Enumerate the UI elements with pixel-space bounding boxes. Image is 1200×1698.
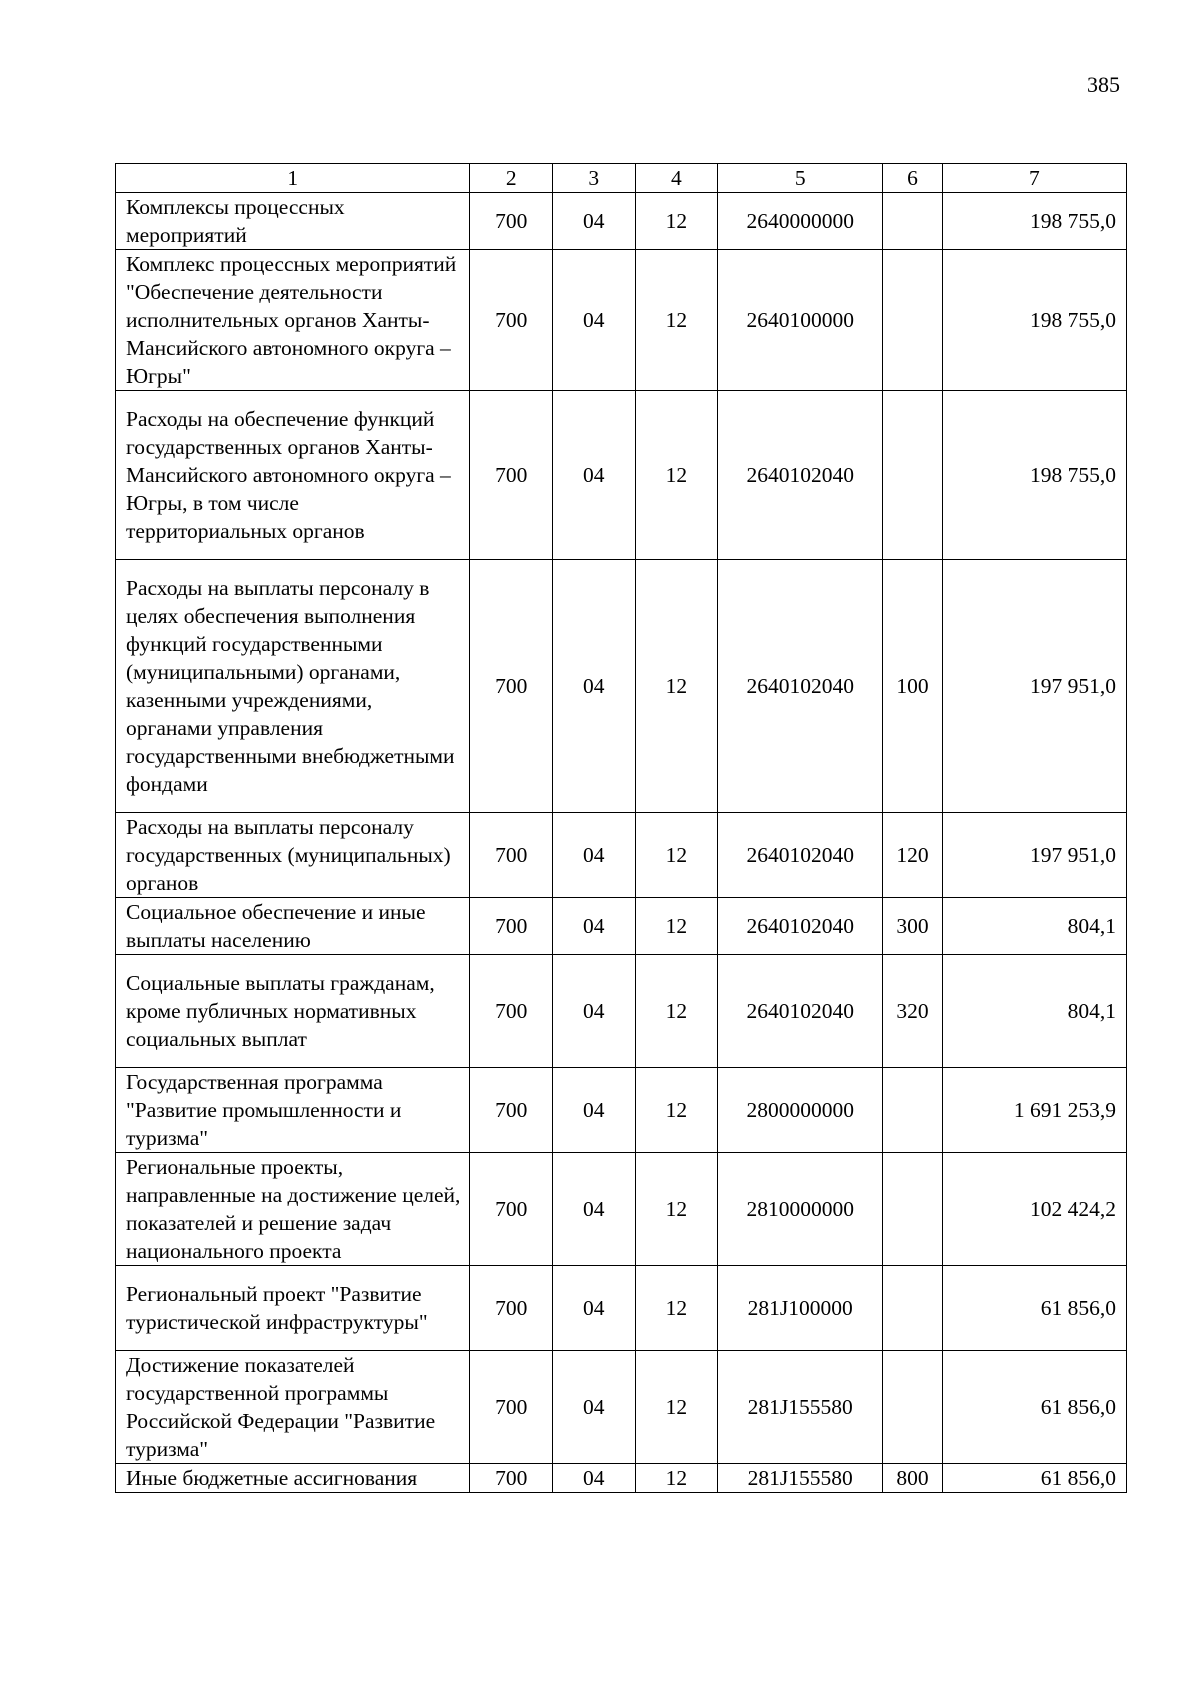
col5-cell: 2640102040 bbox=[718, 813, 883, 898]
col4-cell: 12 bbox=[635, 1068, 718, 1153]
header-row bbox=[116, 164, 1127, 193]
table-row bbox=[116, 193, 1127, 250]
table-row bbox=[116, 898, 1127, 955]
col2-cell: 700 bbox=[470, 1351, 553, 1464]
col3-cell: 04 bbox=[553, 1464, 636, 1493]
amount-cell: 198 755,0 bbox=[942, 193, 1126, 250]
row-name-cell: Комплекс процессных мероприятий "Обеспечение деятельности исполнительных органов Ханты-Мансийского автономного округа – Югры" bbox=[116, 250, 470, 391]
row-name-cell: Расходы на обеспечение функций государственных органов Ханты-Мансийского автономного округа – Югры, в том числе территориальных органов bbox=[116, 391, 470, 560]
table-row bbox=[116, 1266, 1127, 1351]
amount-cell: 197 951,0 bbox=[942, 560, 1126, 813]
table-row bbox=[116, 813, 1127, 898]
header-cell: 4 bbox=[635, 164, 718, 193]
row-name-cell: Расходы на выплаты персоналу государственных (муниципальных) органов bbox=[116, 813, 470, 898]
col4-cell: 12 bbox=[635, 1266, 718, 1351]
amount-cell: 61 856,0 bbox=[942, 1464, 1126, 1493]
row-name-cell: Государственная программа "Развитие промышленности и туризма" bbox=[116, 1068, 470, 1153]
col5-cell: 2640102040 bbox=[718, 391, 883, 560]
row-name-cell: Региональный проект "Развитие туристической инфраструктуры" bbox=[116, 1266, 470, 1351]
table-row bbox=[116, 391, 1127, 560]
col5-cell: 2640102040 bbox=[718, 955, 883, 1068]
col6-cell: 320 bbox=[883, 955, 942, 1068]
amount-cell: 198 755,0 bbox=[942, 391, 1126, 560]
col6-cell: 800 bbox=[883, 1464, 942, 1493]
header-cell: 5 bbox=[718, 164, 883, 193]
col2-cell: 700 bbox=[470, 1153, 553, 1266]
col6-cell bbox=[883, 1153, 942, 1266]
header-cell: 7 bbox=[942, 164, 1126, 193]
amount-cell: 804,1 bbox=[942, 955, 1126, 1068]
col3-cell: 04 bbox=[553, 391, 636, 560]
amount-cell: 198 755,0 bbox=[942, 250, 1126, 391]
col2-cell: 700 bbox=[470, 560, 553, 813]
col6-cell bbox=[883, 250, 942, 391]
col5-cell: 281J155580 bbox=[718, 1351, 883, 1464]
col6-cell bbox=[883, 1068, 942, 1153]
col5-cell: 281J155580 bbox=[718, 1464, 883, 1493]
col3-cell: 04 bbox=[553, 560, 636, 813]
col3-cell: 04 bbox=[553, 813, 636, 898]
col4-cell: 12 bbox=[635, 1153, 718, 1266]
col4-cell: 12 bbox=[635, 250, 718, 391]
amount-cell: 804,1 bbox=[942, 898, 1126, 955]
col5-cell: 2640000000 bbox=[718, 193, 883, 250]
amount-cell: 197 951,0 bbox=[942, 813, 1126, 898]
col4-cell: 12 bbox=[635, 1351, 718, 1464]
row-name-cell: Комплексы процессных мероприятий bbox=[116, 193, 470, 250]
table-row bbox=[116, 1153, 1127, 1266]
header-cell: 1 bbox=[116, 164, 470, 193]
col2-cell: 700 bbox=[470, 813, 553, 898]
col4-cell: 12 bbox=[635, 898, 718, 955]
col4-cell: 12 bbox=[635, 1464, 718, 1493]
amount-cell: 102 424,2 bbox=[942, 1153, 1126, 1266]
col4-cell: 12 bbox=[635, 560, 718, 813]
header-cell: 6 bbox=[883, 164, 942, 193]
row-name-cell: Региональные проекты, направленные на достижение целей, показателей и решение задач национального проекта bbox=[116, 1153, 470, 1266]
col2-cell: 700 bbox=[470, 898, 553, 955]
col3-cell: 04 bbox=[553, 1068, 636, 1153]
col3-cell: 04 bbox=[553, 250, 636, 391]
col3-cell: 04 bbox=[553, 1351, 636, 1464]
col2-cell: 700 bbox=[470, 1266, 553, 1351]
col4-cell: 12 bbox=[635, 813, 718, 898]
table-row bbox=[116, 955, 1127, 1068]
table-row bbox=[116, 1351, 1127, 1464]
page-number: 385 bbox=[1087, 72, 1120, 97]
col5-cell: 2800000000 bbox=[718, 1068, 883, 1153]
table-row bbox=[116, 1068, 1127, 1153]
amount-cell: 1 691 253,9 bbox=[942, 1068, 1126, 1153]
col5-cell: 2810000000 bbox=[718, 1153, 883, 1266]
col6-cell bbox=[883, 1266, 942, 1351]
header-cell: 2 bbox=[470, 164, 553, 193]
col6-cell: 300 bbox=[883, 898, 942, 955]
col6-cell: 120 bbox=[883, 813, 942, 898]
col3-cell: 04 bbox=[553, 955, 636, 1068]
col3-cell: 04 bbox=[553, 898, 636, 955]
amount-cell: 61 856,0 bbox=[942, 1351, 1126, 1464]
budget-table bbox=[115, 163, 1127, 1493]
row-name-cell: Социальное обеспечение и иные выплаты населению bbox=[116, 898, 470, 955]
row-name-cell: Социальные выплаты гражданам, кроме публичных нормативных социальных выплат bbox=[116, 955, 470, 1068]
header-cell: 3 bbox=[553, 164, 636, 193]
table-row bbox=[116, 560, 1127, 813]
col3-cell: 04 bbox=[553, 1153, 636, 1266]
row-name-cell: Расходы на выплаты персоналу в целях обеспечения выполнения функций государственными (муниципальными) органами, казенными учреждениями, органами управления государственными внебюджетными фондами bbox=[116, 560, 470, 813]
col3-cell: 04 bbox=[553, 1266, 636, 1351]
col5-cell: 2640102040 bbox=[718, 898, 883, 955]
col2-cell: 700 bbox=[470, 250, 553, 391]
col5-cell: 2640100000 bbox=[718, 250, 883, 391]
col4-cell: 12 bbox=[635, 955, 718, 1068]
col4-cell: 12 bbox=[635, 391, 718, 560]
amount-cell: 61 856,0 bbox=[942, 1266, 1126, 1351]
row-name-cell: Достижение показателей государственной программы Российской Федерации "Развитие туризма" bbox=[116, 1351, 470, 1464]
table-row bbox=[116, 1464, 1127, 1493]
col6-cell bbox=[883, 193, 942, 250]
col2-cell: 700 bbox=[470, 955, 553, 1068]
col6-cell: 100 bbox=[883, 560, 942, 813]
col2-cell: 700 bbox=[470, 1464, 553, 1493]
row-name-cell: Иные бюджетные ассигнования bbox=[116, 1464, 470, 1493]
col6-cell bbox=[883, 1351, 942, 1464]
col6-cell bbox=[883, 391, 942, 560]
col2-cell: 700 bbox=[470, 391, 553, 560]
col2-cell: 700 bbox=[470, 1068, 553, 1153]
col5-cell: 281J100000 bbox=[718, 1266, 883, 1351]
col3-cell: 04 bbox=[553, 193, 636, 250]
col4-cell: 12 bbox=[635, 193, 718, 250]
col2-cell: 700 bbox=[470, 193, 553, 250]
table-row bbox=[116, 250, 1127, 391]
col5-cell: 2640102040 bbox=[718, 560, 883, 813]
